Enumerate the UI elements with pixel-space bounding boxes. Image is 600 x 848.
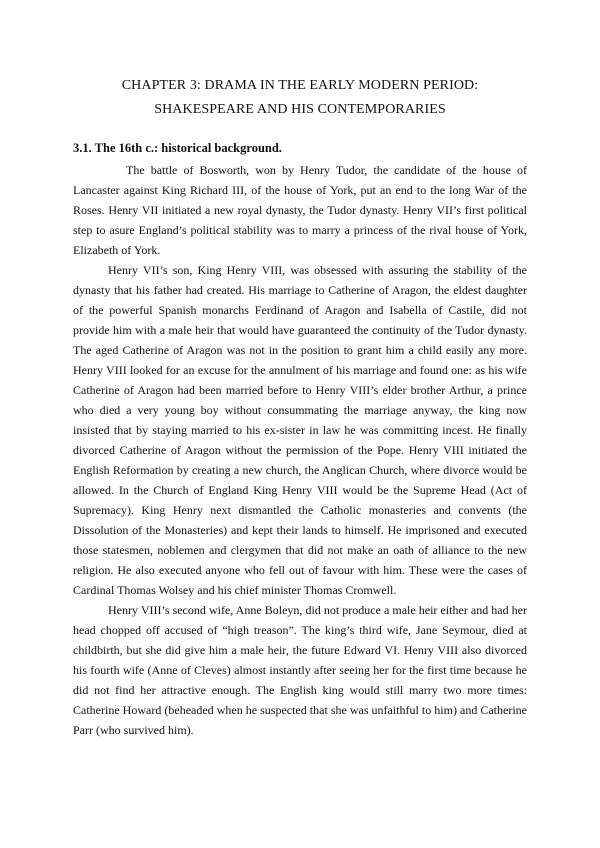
chapter-title-line-1: CHAPTER 3: DRAMA IN THE EARLY MODERN PERIOD:: [121, 78, 479, 93]
chapter-title: [70, 74, 530, 122]
section-heading: 3.1. The 16th c.: historical background.: [73, 141, 282, 155]
paragraph-henry-viii: Henry VII’s son, King Henry VIII, was obsessed with assuring the stability of the dynasty that his father had created. His marriage to Catherine of Aragon, the eldest daughter of the powerful Spanish monarchs Ferdinand of Aragon and Isabella of Castile, did not provide him with a male heir that would have guaranteed the continuity of the Tudor dynasty. The aged Catherine of Aragon was not in the position to grant him a child easily any more. Henry VIII looked for an excuse for the annulment of his marriage and found one: as his wife Catherine of Aragon had been married before to Henry VIII’s elder brother Arthur, a prince who died a very young boy without consummating the marriage anyway, the king now insisted that by staying married to his ex-sister in law he was committing incest. He finally divorced Catherine of Aragon without the permission of the Pope. Henry VIII initiated the English Reformation by creating a new church, the Anglican Church, where divorce would be allowed. In the Church of England King Henry VIII would be the Supreme Head (Act of Supremacy). King Henry next dismantled the Catholic monasteries and convents (the Dissolution of the Monasteries) and kept their lands to himself. He imprisoned and executed those statesmen, noblemen and clergymen that did not make an oath of alliance to the new religion. He also executed anyone who fell out of favour with him. These were the cases of Cardinal Thomas Wolsey and his chief minister Thomas Cromwell.: [73, 263, 527, 597]
paragraph-bosworth: The battle of Bosworth, won by Henry Tudor, the candidate of the house of Lancaster against King Richard III, of the house of York, put an end to the long War of the Roses. Henry VII initiated a new royal dynasty, the Tudor dynasty. Henry VII’s first political step to asure England’s political stability was to marry a princess of the rival house of York, Elizabeth of York.: [73, 163, 527, 257]
chapter-title-line-2: SHAKESPEARE AND HIS CONTEMPORARIES: [154, 102, 446, 117]
paragraph-wives: Henry VIII’s second wife, Anne Boleyn, did not produce a male heir either and had her head chopped off accused of “high treason”. The king’s third wife, Jane Seymour, died at childbirth, but she did give him a male heir, the future Edward VI. Henry VIII also divorced his fourth wife (Anne of Cleves) almost instantly after seeing her for the first time because he did not find her attractive enough. The English king would still marry two more times: Catherine Howard (beheaded when he suspected that she was unfaithful to him) and Catherine Parr (who survived him).: [73, 603, 527, 737]
body-text: [73, 160, 527, 740]
